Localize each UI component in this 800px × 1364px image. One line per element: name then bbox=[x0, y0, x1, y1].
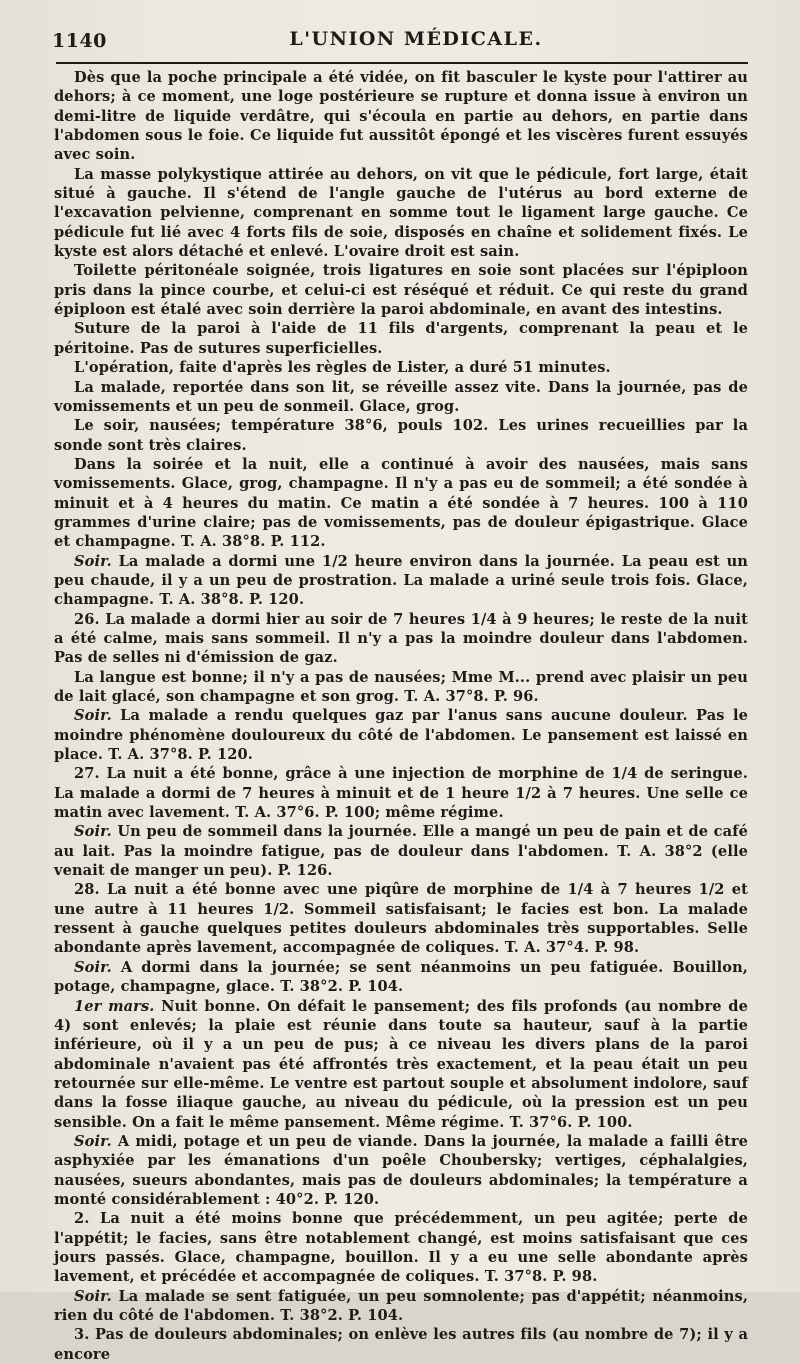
paragraph-text: A midi, potage et un peu de viande. Dans la journée, la malade a failli être asphyxiée par les émanations d'un poêle Choubersky; vertiges, céphalalgies, nausées, sueurs abondantes, mais pas de douleurs abdominales; la température a monté considérablement : 40°2. P. 120. bbox=[54, 1132, 748, 1208]
paragraph bbox=[54, 610, 748, 668]
page-number: 1140 bbox=[52, 30, 107, 52]
paragraph bbox=[54, 319, 748, 358]
header-rule bbox=[56, 62, 748, 64]
paragraph bbox=[54, 880, 748, 957]
paragraph-text: Un peu de sommeil dans la journée. Elle a mangé un peu de pain et de café au lait. Pas la moindre fatigue, pas de douleur dans l'abdomen. T. A. 38°2 (elle venait de manger un peu). P. 126. bbox=[54, 823, 748, 880]
paragraph-text: Le soir, nausées; température 38°6, pouls 102. Les urines recueillies par la sonde sont très claires. bbox=[54, 417, 748, 454]
paragraph-text: La malade se sent fatiguée, un peu somnolente; pas d'appétit; néanmoins, rien du côté de l'abdomen. T. 38°2. P. 104. bbox=[54, 1287, 748, 1324]
paragraph bbox=[54, 706, 748, 764]
paragraph-text: La malade a rendu quelques gaz par l'anus sans aucune douleur. Pas le moindre phénomène douloureux du côté de l'abdomen. Le pansement est laissé en place. T. A. 37°8. P. 120. bbox=[54, 707, 748, 764]
paragraph bbox=[54, 455, 748, 552]
paragraph bbox=[54, 997, 748, 1132]
paragraph bbox=[54, 1325, 748, 1364]
entry-label: Soir. bbox=[74, 823, 112, 841]
entry-label: 1er mars. bbox=[74, 997, 155, 1015]
article-body bbox=[54, 68, 748, 1364]
journal-title: L'UNION MÉDICALE. bbox=[289, 28, 543, 50]
entry-label: Soir. bbox=[74, 1132, 112, 1150]
paragraph-text: Dans la soirée et la nuit, elle a continué à avoir des nausées, mais sans vomissements. Glace, grog, champagne. Il n'y a pas eu de sommeil; a été sondée à minuit et à 4 heures du matin. Ce matin a été sondée à 7 heures. 100 à 110 grammes d'urine claire; pas de vomissements, pas de douleur épigastrique. Glace et champagne. T. A. 38°8. P. 112. bbox=[54, 455, 748, 551]
paragraph-text: La malade, reportée dans son lit, se réveille assez vite. Dans la journée, pas de vomissements et un peu de sonmeil. Glace, grog. bbox=[54, 378, 748, 415]
paragraph bbox=[54, 416, 748, 455]
paragraph bbox=[54, 668, 748, 707]
paragraph bbox=[54, 552, 748, 610]
paragraph bbox=[54, 1287, 748, 1326]
paragraph-text: 28. La nuit a été bonne avec une piqûre de morphine de 1/4 à 7 heures 1/2 et une autre à 11 heures 1/2. Sommeil satisfaisant; le facies est bon. La malade ressent à gauche quelques petites douleurs abdominales très supportables. Selle abondante après lavement, accompagnée de coliques. T. A. 37°4. P. 98. bbox=[54, 881, 748, 957]
paragraph bbox=[54, 68, 748, 165]
paragraph bbox=[54, 261, 748, 319]
paragraph-text: 2. La nuit a été moins bonne que précédemment, un peu agitée; perte de l'appétit; le facies, sans être notablement changé, est moins satisfaisant que ces jours passés. Glace, champagne, bouillon. Il y a eu une selle abondante après lavement, et précédée et accompagnée de coliques. T. 37°8. P. 98. bbox=[54, 1210, 748, 1286]
paragraph-text: Nuit bonne. On défait le pansement; des fils profonds (au nombre de 4) sont enlevés; la plaie est réunie dans toute sa hauteur, sauf à la partie inférieure, où il y a un peu de pus; à ce niveau les divers plans de la paroi abdominale n'avaient pas été affrontés très exactement, et la peau était un peu retournée sur elle-même. Le ventre est partout souple et absolument indolore, sauf dans la fosse iliaque gauche, au niveau du pédicule, où la pression est un peu sensible. On a fait le même pansement. Même régime. T. 37°6. P. 100. bbox=[54, 997, 748, 1131]
entry-label: Soir. bbox=[74, 1287, 112, 1305]
paragraph-text: 26. La malade a dormi hier au soir de 7 heures 1/4 à 9 heures; le reste de la nuit a été calme, mais sans sommeil. Il n'y a pas la moindre douleur dans l'abdomen. Pas de selles ni d'émission de gaz. bbox=[54, 610, 748, 667]
paragraph bbox=[54, 165, 748, 262]
paragraph bbox=[54, 822, 748, 880]
paragraph-text: La langue est bonne; il n'y a pas de nausées; Mme M... prend avec plaisir un peu de lait glacé, son champagne et son grog. T. A. 37°8. P. 96. bbox=[54, 668, 748, 705]
paragraph-text: La malade a dormi une 1/2 heure environ dans la journée. La peau est un peu chaude, il y a un peu de prostration. La malade a uriné seule trois fois. Glace, champagne. T. A. 38°8. P. 120. bbox=[54, 552, 749, 609]
paragraph bbox=[54, 1132, 748, 1209]
running-header bbox=[52, 22, 740, 58]
paragraph-text: A dormi dans la journée; se sent néanmoins un peu fatiguée. Bouillon, potage, champagne, glace. T. 38°2. P. 104. bbox=[54, 958, 748, 996]
paragraph bbox=[54, 764, 748, 822]
paragraph-text: Toilette péritonéale soignée, trois ligatures en soie sont placées sur l'épiploon pris dans la pince courbe, et celui-ci est réséqué et réduit. Ce qui reste du grand épiploon est étalé avec soin derrière la paroi abdominale, en avant des intestins. bbox=[54, 262, 748, 319]
paragraph bbox=[54, 1209, 748, 1286]
paragraph-text: L'opération, faite d'après les règles de Lister, a duré 51 minutes. bbox=[74, 359, 611, 377]
paragraph bbox=[54, 958, 748, 997]
paragraph-text: Suture de la paroi à l'aide de 11 fils d'argents, comprenant la peau et le péritoine. Pas de sutures superficielles. bbox=[54, 320, 748, 357]
paragraph-text: Dès que la poche principale a été vidée, on fit basculer le kyste pour l'attirer au dehors; à ce moment, une loge postérieure se rupture et donna issue à environ un demi-litre de liquide verdâtre, qui s'écoula en partie au dehors, en partie dans l'abdomen sous le foie. Ce liquide fut aussitôt épongé et les viscères furent essuyés avec soin. bbox=[54, 69, 748, 164]
paragraph-text: 27. La nuit a été bonne, grâce à une injection de morphine de 1/4 de seringue. La malade a dormi de 7 heures à minuit et de 1 heure 1/2 à 7 heures. Une selle ce matin avec lavement. T. A. 37°6. P. 100; même régime. bbox=[54, 765, 748, 822]
paragraph-text: 3. Pas de douleurs abdominales; on enlève les autres fils (au nombre de 7); il y a encore bbox=[54, 1326, 748, 1363]
paragraph bbox=[54, 358, 748, 377]
paragraph-text: La masse polykystique attirée au dehors, on vit que le pédicule, fort large, était situé à gauche. Il s'étend de l'angle gauche de l'utérus au bord externe de l'excavation pelvienne, comprenant en somme tout le ligament large gauche. Ce pédicule fut lié avec 4 forts fils de soie, disposés en chaîne et solidement fixés. Le kyste est alors détaché et enlevé. L'ovaire droit est sain. bbox=[54, 165, 748, 261]
entry-label: Soir. bbox=[74, 958, 112, 976]
paragraph bbox=[54, 378, 748, 417]
entry-label: Soir. bbox=[74, 552, 112, 570]
entry-label: Soir. bbox=[74, 707, 112, 725]
